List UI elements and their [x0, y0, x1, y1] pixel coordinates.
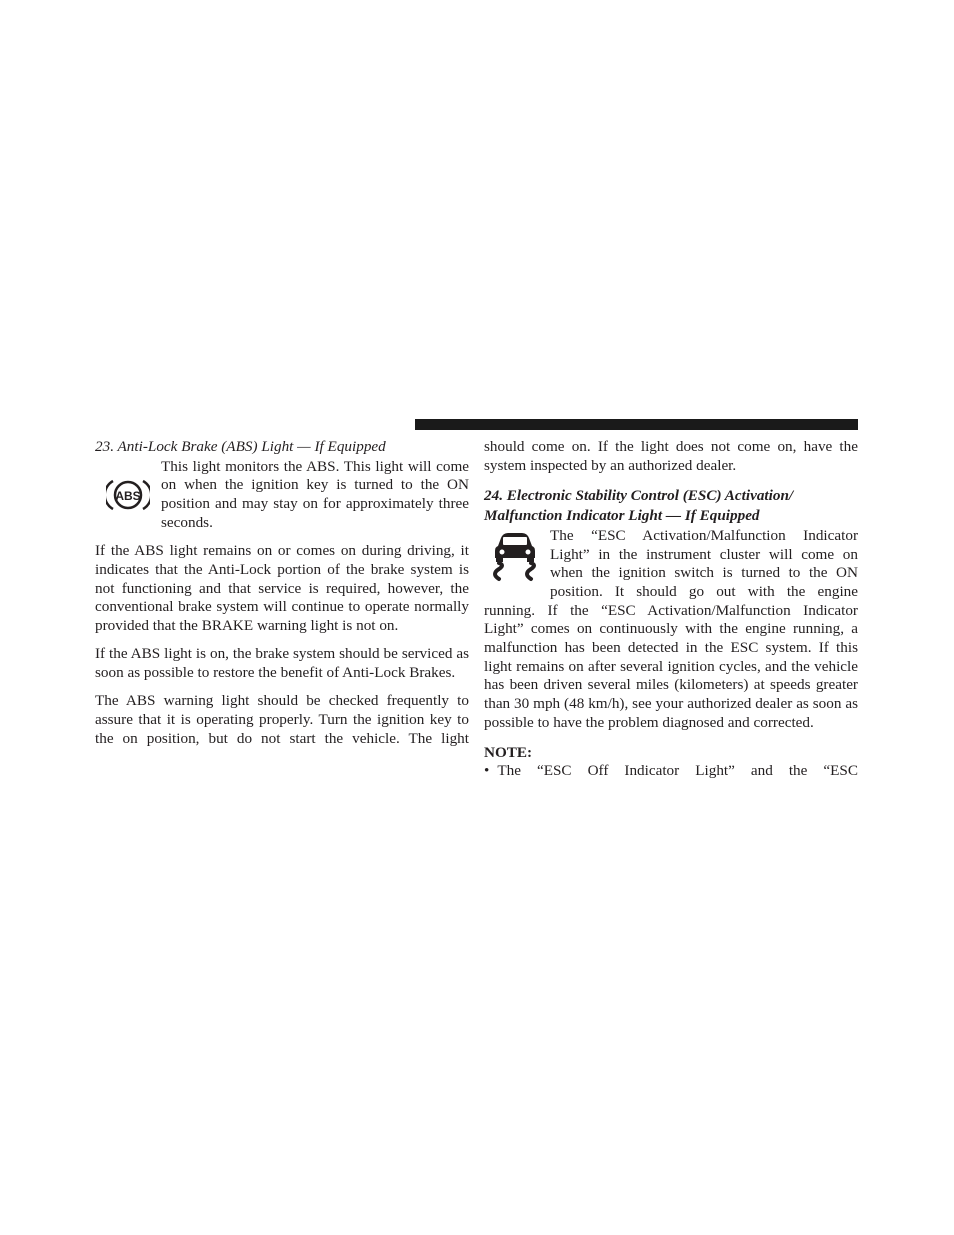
note-bullet-1-text: The “ESC Off Indicator Light” and the “ESC — [497, 762, 858, 780]
abs-warning-icon — [95, 458, 161, 533]
note-label: NOTE: — [484, 743, 533, 761]
left-column — [95, 438, 469, 758]
note-bullet-1 — [484, 762, 858, 781]
esc-intro-block — [484, 527, 858, 733]
section-23-heading: 23. Anti-Lock Brake (ABS) Light — If Equipped — [95, 438, 386, 455]
abs-intro-text: This light monitors the ABS. This light will come on when the ignition key is turned to the ON position and may stay on for approximately three seconds. — [161, 457, 469, 531]
esc-body-text: running. If the “ESC Activation/Malfunction Indicator Light” comes on continuously with the engine running, a malfunction has been detected in the ESC system. If this light remains on after several ignition cycles, and the vehicle has been driven several miles (kilometers) at speeds greater than 30 mph (48 km/h), see your authorized dealer as soon as possible to have the problem diagnosed and corrected. — [484, 601, 858, 731]
abs-paragraph-2: If the ABS light is on, the brake system should be serviced as soon as possible to restore the benefit of Anti-Lock Brakes. — [95, 645, 469, 681]
abs-paragraph-3: The ABS warning light should be checked frequently to assure that it is operating properly. Turn the ignition key to the on position, but do not start the vehicle. The light — [95, 692, 469, 747]
section-header-bar — [415, 419, 858, 430]
abs-paragraph-3-continued: should come on. If the light does not come on, have the system inspected by an authorized dealer. — [484, 438, 858, 474]
bullet-dot: • — [484, 762, 490, 780]
esc-intro-text: The “ESC Activation/Malfunction Indicator Light” in the instrument cluster will come on when the ignition switch is turned to the ON position. It should go out with the engine — [550, 526, 858, 600]
section-24-heading-line-1: 24. Electronic Stability Control (ESC) Activation/ — [484, 487, 794, 505]
abs-intro-block — [95, 458, 469, 533]
svg-text:ABS: ABS — [115, 489, 141, 504]
right-column — [484, 438, 858, 781]
esc-skid-car-icon — [484, 527, 546, 585]
abs-paragraph-1: If the ABS light remains on or comes on during driving, it indicates that the Anti-Lock portion of the brake system is not functioning and that service is required, however, the conventional brake system will continue to operate normally provided that the BRAKE warning light is not on. — [95, 542, 469, 635]
section-24-heading-line-2: Malfunction Indicator Light — If Equipped — [484, 507, 760, 525]
